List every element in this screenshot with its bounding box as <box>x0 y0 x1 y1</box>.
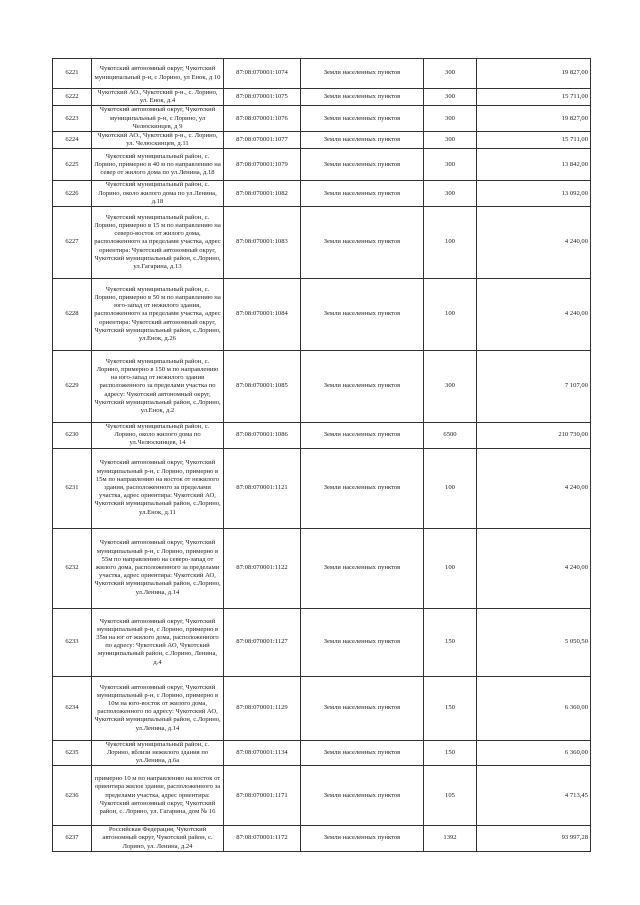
cadastral-value: 15 711,00 <box>477 89 591 106</box>
land-plots-table <box>52 58 591 852</box>
table-row <box>53 448 591 528</box>
plot-address: Чукотский автономный округ, Чукотский муниципальный р-н, с Лорино, ул Енок, д 10 <box>92 59 224 89</box>
row-number: 6231 <box>53 448 92 528</box>
land-category: Земли населенных пунктов <box>301 132 424 149</box>
row-number: 6235 <box>53 740 92 766</box>
plot-address: Чукотский автономный округ, Чукотский муниципальный р-н, с Лорино, примерно в 35м на юг от жилого дома, расположенного по адресу: Чукотский АО, Чукотский муниципальный район, с.Лорино, Ленина, д.4 <box>92 608 224 676</box>
land-category: Земли населенных пунктов <box>301 448 424 528</box>
table-row <box>53 207 591 279</box>
row-number: 6228 <box>53 279 92 351</box>
plot-address: Чукотский муниципальный район, с. Лорино, примерно в 15 м по направлению на северо-восток от жилого дома, расположенного за пределами участка, адрес ориентира: Чукотский автономный округ, Чукотский муниципальный район, с.Лорино, ул.Гагарина, д.13 <box>92 207 224 279</box>
table-row <box>53 608 591 676</box>
table-row <box>53 766 591 826</box>
table-row <box>53 106 591 132</box>
plot-area: 150 <box>424 676 477 740</box>
row-number: 6232 <box>53 528 92 608</box>
plot-address: Чукотский автономный округ, Чукотский муниципальный р-н, с Лорино, примерно в 15м по направлению на восток от нежилого здания, расположенного за пределами участка, адрес ориентира: Чукотский АО, Чукотский муниципальный район, с.Лорино, ул.Енок, д.11 <box>92 448 224 528</box>
row-number: 6225 <box>53 149 92 181</box>
land-category: Земли населенных пунктов <box>301 676 424 740</box>
cadastral-value: 4 240,00 <box>477 528 591 608</box>
table-row <box>53 351 591 423</box>
plot-address: Чукотский муниципальный район, с. Лорино, примерно в 40 м по направлению на север от жилого дома по ул.Ленина, д.18 <box>92 149 224 181</box>
row-number: 6236 <box>53 766 92 826</box>
cadastral-number: 87:08:070001:1077 <box>224 132 301 149</box>
table-row <box>53 740 591 766</box>
row-number: 6237 <box>53 826 92 852</box>
land-category: Земли населенных пунктов <box>301 351 424 423</box>
plot-address: Чукотский муниципальный район, с. Лорино, около жилого дома по ул.Челюскинцев, 14 <box>92 423 224 449</box>
table-row <box>53 59 591 89</box>
table-body <box>53 59 591 852</box>
cadastral-value: 4 240,00 <box>477 207 591 279</box>
cadastral-value: 7 107,00 <box>477 351 591 423</box>
plot-address: примерно 10 м по направлению на восток от ориентира жилое здание, расположенного за пределами участка, адрес ориентира: Чукотский автономный округ, Чукотский район, с. Лорино, ул. Гагарина, дом № 16 <box>92 766 224 826</box>
cadastral-value: 19 827,00 <box>477 106 591 132</box>
land-category: Земли населенных пунктов <box>301 59 424 89</box>
row-number: 6226 <box>53 181 92 207</box>
cadastral-value: 4 240,00 <box>477 448 591 528</box>
plot-area: 300 <box>424 132 477 149</box>
land-category: Земли населенных пунктов <box>301 608 424 676</box>
table-row <box>53 89 591 106</box>
table-row <box>53 826 591 852</box>
land-category: Земли населенных пунктов <box>301 766 424 826</box>
row-number: 6233 <box>53 608 92 676</box>
plot-area: 300 <box>424 351 477 423</box>
row-number: 6222 <box>53 89 92 106</box>
cadastral-number: 87:08:070001:1121 <box>224 448 301 528</box>
cadastral-number: 87:08:070001:1076 <box>224 106 301 132</box>
cadastral-value: 5 050,50 <box>477 608 591 676</box>
cadastral-value: 93 997,28 <box>477 826 591 852</box>
plot-area: 1392 <box>424 826 477 852</box>
cadastral-number: 87:08:070001:1134 <box>224 740 301 766</box>
cadastral-number: 87:08:070001:1129 <box>224 676 301 740</box>
row-number: 6229 <box>53 351 92 423</box>
table-row <box>53 149 591 181</box>
plot-address: Чукотский АО., Чукотский р-н., с. Лорино, ул. Челюскинцев, д.11 <box>92 132 224 149</box>
plot-area: 150 <box>424 740 477 766</box>
plot-address: Чукотский автономный округ, Чукотский муниципальный р-н, с Лорино, ул Челюскинцев, д 9 <box>92 106 224 132</box>
cadastral-value: 13 842,00 <box>477 149 591 181</box>
land-category: Земли населенных пунктов <box>301 106 424 132</box>
plot-area: 100 <box>424 279 477 351</box>
plot-address: Чукотский автономный округ, Чукотский муниципальный р-н, с Лорино, примерно в 10м на юго-восток от жилого дома, расположенного по адресу: Чукотский АО, Чукотский муниципальный район, с.Лорино, ул.Ленина, д.14 <box>92 676 224 740</box>
plot-area: 6500 <box>424 423 477 449</box>
table-row <box>53 676 591 740</box>
cadastral-number: 87:08:070001:1084 <box>224 279 301 351</box>
row-number: 6221 <box>53 59 92 89</box>
land-category: Земли населенных пунктов <box>301 826 424 852</box>
cadastral-value: 6 360,00 <box>477 676 591 740</box>
cadastral-value: 15 711,00 <box>477 132 591 149</box>
land-category: Земли населенных пунктов <box>301 149 424 181</box>
land-category: Земли населенных пунктов <box>301 528 424 608</box>
land-category: Земли населенных пунктов <box>301 740 424 766</box>
plot-address: Чукотский муниципальный район, с. Лорино, вблизи нежилого здания по ул.Ленина, д.6а <box>92 740 224 766</box>
cadastral-number: 87:08:070001:1079 <box>224 149 301 181</box>
cadastral-number: 87:08:070001:1074 <box>224 59 301 89</box>
plot-area: 100 <box>424 448 477 528</box>
plot-area: 100 <box>424 528 477 608</box>
cadastral-value: 4 713,45 <box>477 766 591 826</box>
plot-area: 100 <box>424 207 477 279</box>
cadastral-value: 6 360,00 <box>477 740 591 766</box>
cadastral-value: 13 092,00 <box>477 181 591 207</box>
plot-address: Чукотский муниципальный район, с. Лорино, примерно в 50 м по направлению на юго-запад от нежилого здания, расположенного за пределами участка, адрес ориентира: Чукотский автономный округ, Чукотский муниципальный район, с.Лорино, ул.Енок, д.26 <box>92 279 224 351</box>
row-number: 6230 <box>53 423 92 449</box>
table-row <box>53 279 591 351</box>
cadastral-number: 87:08:070001:1075 <box>224 89 301 106</box>
row-number: 6227 <box>53 207 92 279</box>
cadastral-number: 87:08:070001:1172 <box>224 826 301 852</box>
table-row <box>53 132 591 149</box>
plot-area: 150 <box>424 608 477 676</box>
plot-area: 300 <box>424 181 477 207</box>
cadastral-value: 210 730,00 <box>477 423 591 449</box>
cadastral-number: 87:08:070001:1127 <box>224 608 301 676</box>
cadastral-value: 19 827,00 <box>477 59 591 89</box>
land-category: Земли населенных пунктов <box>301 181 424 207</box>
plot-address: Чукотский АО., Чукотский р-н., с. Лорино, ул. Енок, д.4 <box>92 89 224 106</box>
row-number: 6224 <box>53 132 92 149</box>
cadastral-value: 4 240,00 <box>477 279 591 351</box>
plot-address: Чукотский муниципальный район, с. Лорино, около жилого дома по ул.Ленина, д.18 <box>92 181 224 207</box>
plot-area: 105 <box>424 766 477 826</box>
row-number: 6234 <box>53 676 92 740</box>
land-category: Земли населенных пунктов <box>301 279 424 351</box>
land-category: Земли населенных пунктов <box>301 207 424 279</box>
plot-area: 300 <box>424 89 477 106</box>
plot-address: Чукотский автономный округ, Чукотский муниципальный р-н, с Лорино, примерно в 55м по направлению на северо-запад от жилого дома, расположенного за пределами участка, адрес ориентира: Чукотский АО, Чукотский муниципальный район, с.Лорино, ул.Ленина, д.14 <box>92 528 224 608</box>
row-number: 6223 <box>53 106 92 132</box>
plot-area: 300 <box>424 106 477 132</box>
plot-address: Российская Федерация, Чукотский автономный округ, Чукотский район, с. Лорино, ул. Ленина, д.24 <box>92 826 224 852</box>
table-row <box>53 423 591 449</box>
cadastral-number: 87:08:070001:1122 <box>224 528 301 608</box>
land-category: Земли населенных пунктов <box>301 423 424 449</box>
land-category: Земли населенных пунктов <box>301 89 424 106</box>
cadastral-number: 87:08:070001:1171 <box>224 766 301 826</box>
table-row <box>53 181 591 207</box>
cadastral-number: 87:08:070001:1086 <box>224 423 301 449</box>
table-row <box>53 528 591 608</box>
plot-area: 300 <box>424 149 477 181</box>
plot-area: 300 <box>424 59 477 89</box>
cadastral-number: 87:08:070001:1085 <box>224 351 301 423</box>
cadastral-number: 87:08:070001:1083 <box>224 207 301 279</box>
cadastral-number: 87:08:070001:1082 <box>224 181 301 207</box>
plot-address: Чукотский муниципальный район, с. Лорино, примерно в 150 м по направлению на юго-запад от нежилого здания расположенного за пределами участка по адресу: Чукотский автономный округ, Чукотский муниципальный район, с.Лорино, ул.Енок, д.2 <box>92 351 224 423</box>
